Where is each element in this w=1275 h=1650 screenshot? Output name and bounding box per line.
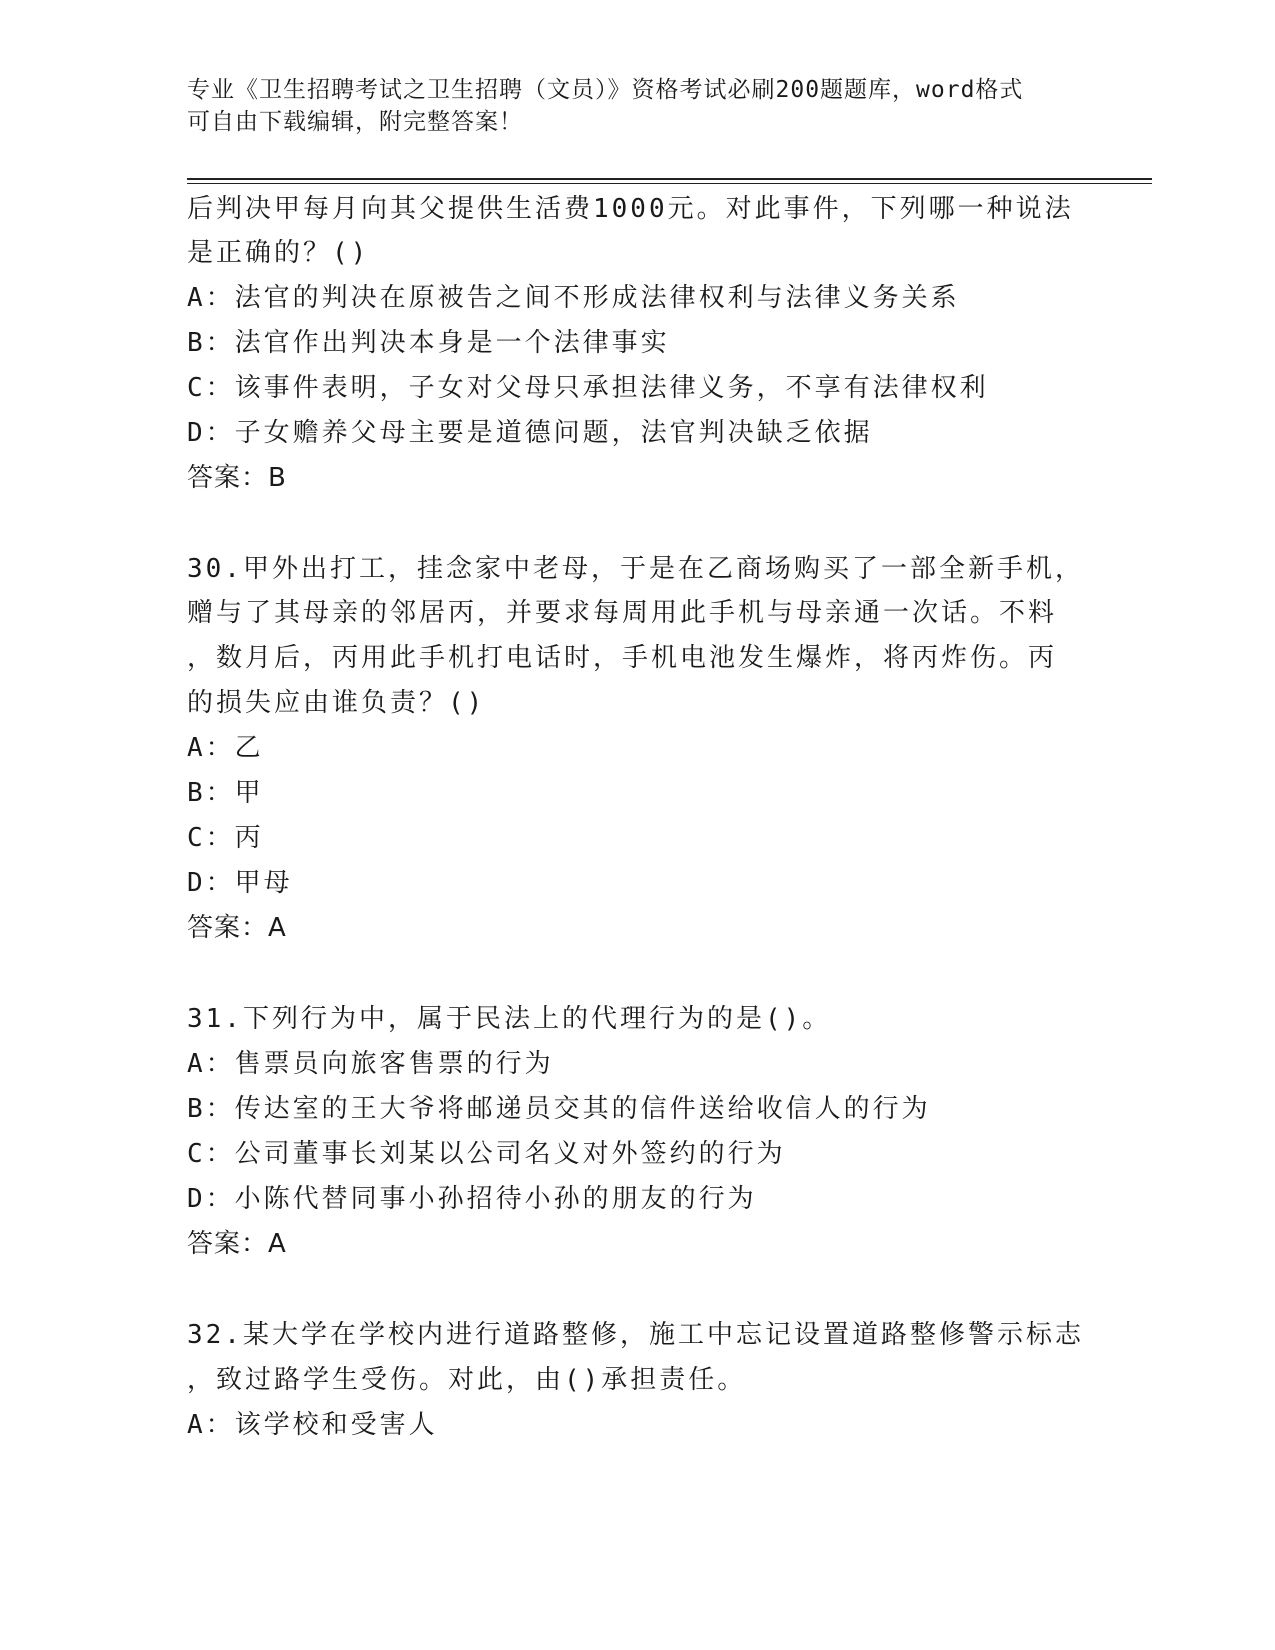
q32-stem-line-1: 32.某大学在学校内进行道路整修，施工中忘记设置道路整修警示标志 — [187, 1320, 1084, 1350]
q32-option-a: A：该学校和受害人 — [187, 1410, 438, 1440]
q30-stem-line-4: 的损失应由谁负责？() — [187, 688, 486, 718]
q29-option-a: A：法官的判决在原被告之间不形成法律权利与法律义务关系 — [187, 283, 960, 313]
q31-option-c: C：公司董事长刘某以公司名义对外签约的行为 — [187, 1139, 786, 1169]
q29-answer: 答案：B — [187, 463, 287, 493]
q30-option-b: B：甲 — [187, 778, 264, 808]
q29-option-c: C：该事件表明，子女对父母只承担法律义务，不享有法律权利 — [187, 373, 989, 403]
header-line-1: 专业《卫生招聘考试之卫生招聘（文员）》资格考试必刷200题题库，word格式 — [187, 77, 1024, 103]
q30-option-a: A：乙 — [187, 733, 264, 763]
q31-option-b: B：传达室的王大爷将邮递员交其的信件送给收信人的行为 — [187, 1094, 931, 1124]
q30-stem-line-3: ，数月后，丙用此手机打电话时，手机电池发生爆炸，将丙炸伤。丙 — [187, 643, 1058, 673]
q29-option-d: D：子女赡养父母主要是道德问题，法官判决缺乏依据 — [187, 418, 873, 448]
q32-stem-line-2: ，致过路学生受伤。对此，由()承担责任。 — [187, 1365, 747, 1395]
q30-answer: 答案：A — [187, 913, 287, 943]
q30-option-d: D：甲母 — [187, 868, 293, 898]
q31-stem-line-1: 31.下列行为中，属于民法上的代理行为的是()。 — [187, 1004, 832, 1034]
q31-option-d: D：小陈代替同事小孙招待小孙的朋友的行为 — [187, 1184, 757, 1214]
q29-stem-line-1: 后判决甲每月向其父提供生活费1000元。对此事件，下列哪一种说法 — [187, 194, 1074, 224]
q30-option-c: C：丙 — [187, 823, 264, 853]
q29-option-b: B：法官作出判决本身是一个法律事实 — [187, 328, 670, 358]
q30-stem-line-1: 30.甲外出打工，挂念家中老母，于是在乙商场购买了一部全新手机， — [187, 554, 1084, 584]
header-divider-thin — [187, 183, 1152, 184]
q30-stem-line-2: 赠与了其母亲的邻居丙，并要求每周用此手机与母亲通一次话。不料 — [187, 598, 1058, 628]
header-divider-thick — [187, 178, 1152, 180]
q29-stem-line-2: 是正确的？() — [187, 238, 370, 268]
q31-answer: 答案：A — [187, 1229, 287, 1259]
header-line-2: 可自由下载编辑，附完整答案！ — [187, 109, 523, 135]
q31-option-a: A：售票员向旅客售票的行为 — [187, 1049, 554, 1079]
document-header — [187, 74, 1067, 138]
